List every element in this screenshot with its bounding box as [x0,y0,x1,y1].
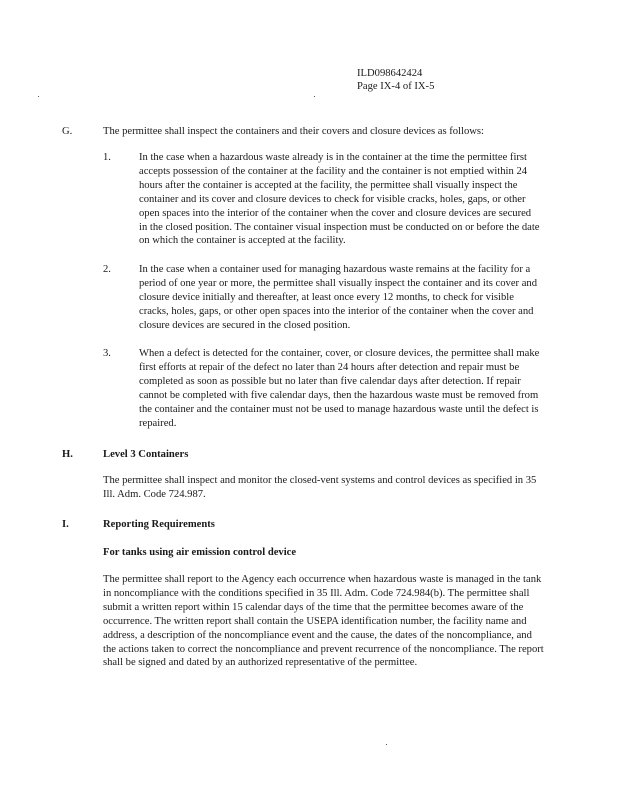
scan-speck [38,96,39,97]
section-g-item-3-number: 3. [103,348,111,359]
document-id: ILD098642424 [357,68,423,79]
section-g-item-2-text: In the case when a container used for managing hazardous waste remains at the facility for a period of one year or more, the permittee shall visually inspect the container and its cover and closure device initially and thereafter, at least once every 12 months, to check for visible cracks, holes, gaps, or other open spaces into the interior of the container when the cover and closure devices are secured in the closed position. [139,264,538,331]
scan-speck [314,96,315,97]
page-header [357,67,434,93]
section-h-label: H. [62,449,73,460]
section-g-item-3-text: When a defect is detected for the container, cover, or closure devices, the permittee shall make first efforts at repair of the defect no later than 24 hours after detection and repair must be completed as soon as possible but no later than five calendar days after detection. If repair cannot be completed with five calendar days, then the hazardous waste must be removed from the container and the container must not be used to manage hazardous waste until the defect is repaired. [139,348,540,429]
scan-speck [386,744,387,745]
section-g-item-2-number: 2. [103,264,111,275]
section-i-text: The permittee shall report to the Agency each occurrence when hazardous waste is managed in the tank in noncompliance with the conditions specified in 35 Ill. Adm. Code 724.984(b). The permittee shall submit a written report within 15 calendar days of the time that the permittee becomes aware of the occurrence. The written report shall contain the USEPA identification number, the facility name and address, a description of the noncompliance event and the cause, the dates of the noncompliance, and the actions taken to correct the noncompliance and prevent recurrence of the noncompliance. The report shall be signed and dated by an authorized representative of the permittee. [103,574,544,669]
section-g-item-1-text: In the case when a hazardous waste already is in the container at the time the permittee first accepts possession of the container at the facility and the container is not emptied within 24 hours after the container is accepted at the facility, the permittee shall visually inspect the container and its cover and closure devices to check for visible cracks, holes, gaps, or other open spaces into the interior of the container when the cover and closure devices are secured in the closed position. The container visual inspection must be conducted on or before the date on which the container is accepted at the facility. [139,152,540,247]
section-g-intro: The permittee shall inspect the containers and their covers and closure devices as follows: [103,126,484,137]
section-h-text: The permittee shall inspect and monitor the closed-vent systems and control devices as specified in 35 Ill. Adm. Code 724.987. [103,475,537,500]
section-i-label: I. [62,519,69,530]
section-i-heading: Reporting Requirements [103,519,215,530]
section-g-item-1-number: 1. [103,152,111,163]
section-i-subheading: For tanks using air emission control device [103,547,297,558]
section-h-heading: Level 3 Containers [103,449,189,460]
section-g-label: G. [62,126,73,137]
page-number: Page IX-4 of IX-5 [357,81,435,92]
